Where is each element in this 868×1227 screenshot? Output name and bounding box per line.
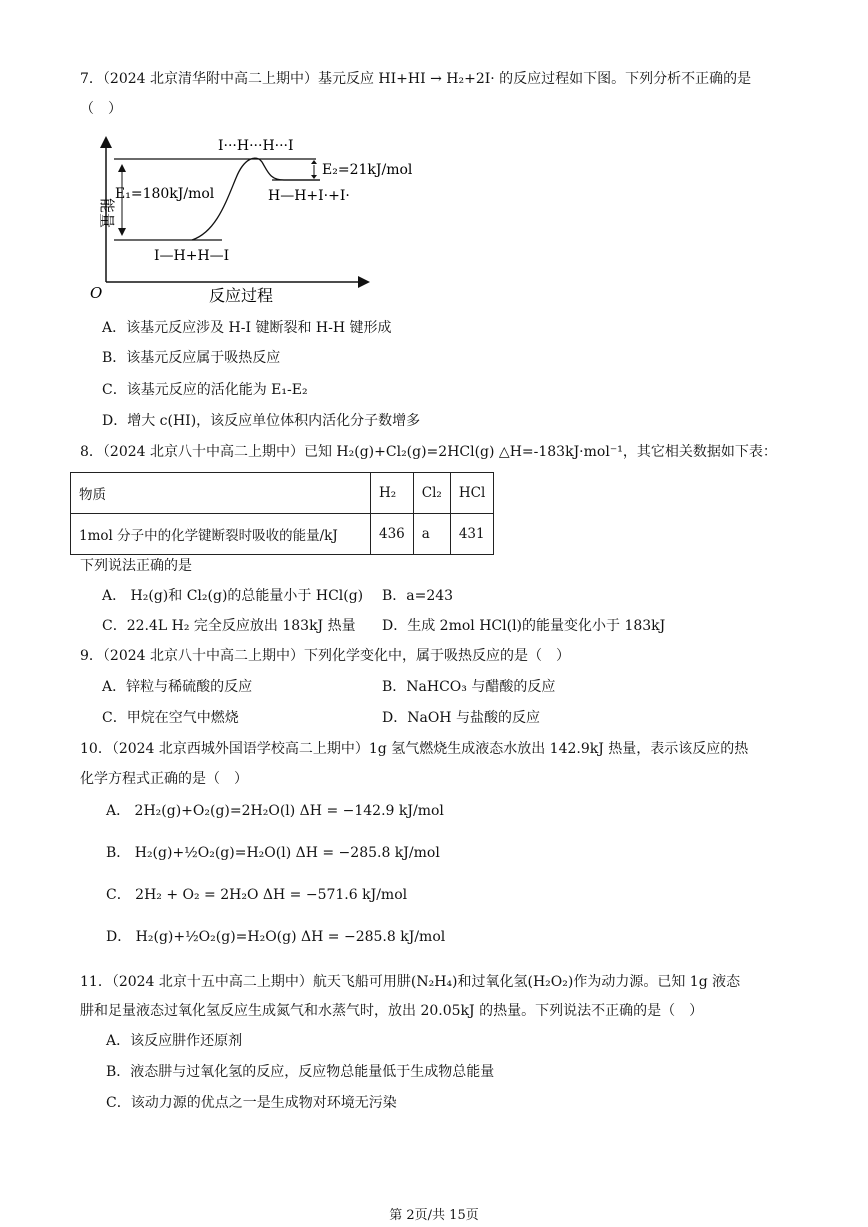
y-axis-label: 能量	[98, 198, 116, 229]
q9-option-c[interactable]: C．甲烷在空气中燃烧	[102, 710, 239, 726]
transition-state-label: I···H···H···I	[218, 138, 294, 154]
page-number: 第 2页/共 15页	[389, 1208, 479, 1223]
table-cell: 物质	[71, 473, 371, 514]
table-cell: 436	[371, 514, 414, 555]
q8-option-a[interactable]: A． H₂(g)和 Cl₂(g)的总能量小于 HCl(g)	[102, 588, 364, 604]
q10-stem-line1: 10．（2024 北京西城外国语学校高二上期中）1g 氢气燃烧生成液态水放出 142.9kJ 热量，表示该反应的热	[80, 741, 749, 757]
origin-label: O	[90, 284, 103, 302]
q10-option-b[interactable]: B． H₂(g)+½O₂(g)=H₂O(l) ΔH = −285.8 kJ/mol	[106, 845, 440, 861]
table-cell: 431	[450, 514, 493, 555]
q8-option-b[interactable]: B．a=243	[382, 588, 454, 604]
q11-stem-line1: 11．（2024 北京十五中高二上期中）航天飞船可用肼(N₂H₄)和过氧化氢(H₂O₂)作为动力源。已知 1g 液态	[80, 974, 741, 990]
q8-option-c[interactable]: C．22.4L H₂ 完全反应放出 183kJ 热量	[102, 618, 356, 634]
q11-option-a[interactable]: A．该反应肼作还原剂	[106, 1033, 243, 1049]
q7-stem-line1: 7．（2024 北京清华附中高二上期中）基元反应 HI+HI → H₂+2I· 的反应过程如下图。下列分析不正确的是	[80, 71, 752, 87]
q7-option-b[interactable]: B．该基元反应属于吸热反应	[102, 350, 281, 366]
q10-option-d[interactable]: D． H₂(g)+½O₂(g)=H₂O(g) ΔH = −285.8 kJ/mol	[106, 929, 446, 945]
q7-option-c[interactable]: C．该基元反应的活化能为 E₁-E₂	[102, 382, 308, 398]
table-cell: a	[413, 514, 450, 555]
q9-option-d[interactable]: D．NaOH 与盐酸的反应	[382, 710, 540, 726]
q10-option-c[interactable]: C． 2H₂ + O₂ = 2H₂O ΔH = −571.6 kJ/mol	[106, 887, 408, 903]
table-cell: H₂	[371, 473, 414, 514]
q11-option-b[interactable]: B．液态肼与过氧化氢的反应，反应物总能量低于生成物总能量	[106, 1064, 495, 1080]
e2-label: E₂=21kJ/mol	[322, 162, 413, 178]
table-header-row	[71, 473, 494, 514]
q8-option-d[interactable]: D．生成 2mol HCl(l)的能量变化小于 183kJ	[382, 618, 666, 634]
table-row	[71, 514, 494, 555]
q7-stem-line2: （ ）	[80, 101, 122, 117]
table-cell: HCl	[450, 473, 493, 514]
table-cell: 1mol 分子中的化学键断裂时吸收的能量/kJ	[71, 514, 371, 555]
q7-option-d[interactable]: D．增大 c(HI)，该反应单位体积内活化分子数增多	[102, 413, 421, 429]
q10-stem-line2: 化学方程式正确的是（ ）	[80, 771, 248, 787]
q9-stem: 9．（2024 北京八十中高二上期中）下列化学变化中，属于吸热反应的是（ ）	[80, 648, 570, 664]
reactant-label: I—H+H—I	[154, 248, 230, 264]
q11-stem-line2: 肼和足量液态过氧化氢反应生成氮气和水蒸气时，放出 20.05kJ 的热量。下列说法不正确的是（ ）	[80, 1003, 704, 1019]
q8-prompt: 下列说法正确的是	[80, 558, 192, 574]
q9-option-a[interactable]: A．锌粒与稀硫酸的反应	[102, 679, 253, 695]
table-cell: Cl₂	[413, 473, 450, 514]
bond-energy-table	[70, 472, 494, 555]
q11-option-c[interactable]: C．该动力源的优点之一是生成物对环境无污染	[106, 1095, 397, 1111]
product-label: H—H+I·+I·	[268, 188, 350, 204]
e1-label: E₁=180kJ/mol	[115, 186, 215, 202]
energy-diagram	[84, 132, 413, 308]
q8-stem: 8．（2024 北京八十中高二上期中）已知 H₂(g)+Cl₂(g)=2HCl(g) △H=-183kJ·mol⁻¹，其它相关数据如下表：	[80, 444, 777, 460]
q7-option-a[interactable]: A．该基元反应涉及 H-I 键断裂和 H-H 键形成	[102, 320, 392, 336]
x-axis-label: 反应过程	[209, 286, 274, 305]
q9-option-b[interactable]: B．NaHCO₃ 与醋酸的反应	[382, 679, 556, 695]
q10-option-a[interactable]: A． 2H₂(g)+O₂(g)=2H₂O(l) ΔH = −142.9 kJ/mol	[106, 803, 444, 819]
